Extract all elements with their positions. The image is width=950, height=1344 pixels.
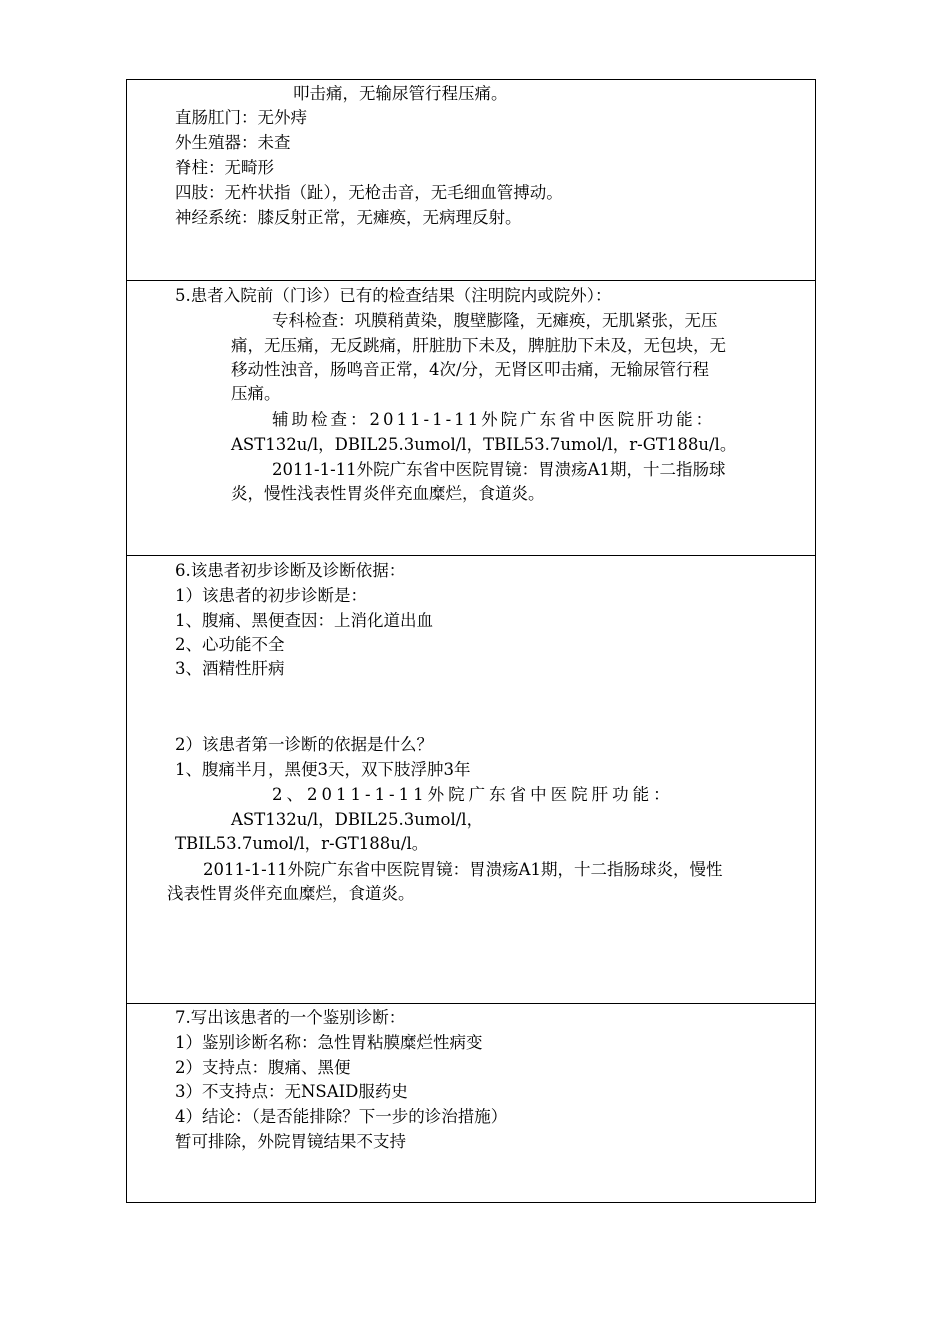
diagnosis-line: 1、腹痛半月，黑便3天，双下肢浮肿3年: [175, 760, 471, 779]
result-line: AST132u/l，DBIL25.3umol/l，TBIL53.7umol/l，r-GT188u/l。: [231, 435, 737, 454]
result-line: 炎，慢性浅表性胃炎伴充血糜烂，食道炎。: [231, 484, 545, 503]
exam-line: 四肢：无杵状指（趾），无枪击音，无毛细血管搏动。: [175, 183, 563, 202]
diagnosis-line: 2011-1-11外院广东省中医院胃镜：胃溃疡A1期，十二指肠球炎，慢性: [203, 860, 723, 879]
diagnosis-line: 2）该患者第一诊断的依据是什么？: [175, 735, 433, 754]
diagnosis-line: 浅表性胃炎伴充血糜烂，食道炎。: [167, 884, 415, 903]
diagnosis-line: 1）该患者的初步诊断是：: [175, 586, 367, 605]
exam-line: 直肠肛门：无外痔: [175, 108, 307, 127]
exam-line: 外生殖器：未查: [175, 133, 291, 152]
result-line: 专科检查：巩膜稍黄染，腹壁膨隆，无瘫痪，无肌紧张，无压: [272, 311, 718, 330]
differential-line: 2）支持点：腹痛、黑便: [175, 1058, 351, 1077]
diagnosis-line: 1、腹痛、黑便查因：上消化道出血: [175, 611, 433, 630]
differential-line: 暂可排除，外院胃镜结果不支持: [175, 1132, 406, 1151]
diagnosis-cell: [127, 556, 815, 1004]
exam-line: 神经系统：膝反射正常，无瘫痪，无病理反射。: [175, 208, 522, 227]
result-line: 痛，无压痛，无反跳痛，肝脏肋下未及，脾脏肋下未及，无包块，无: [231, 336, 726, 355]
result-line: 压痛。: [231, 384, 281, 403]
physical-exam-cell: [127, 80, 815, 281]
differential-line: 4）结论：（是否能排除？下一步的诊治措施）: [175, 1107, 508, 1126]
diagnosis-line: 2、2011-1-11外院广东省中医院肝功能：: [272, 785, 674, 804]
differential-line: 1）鉴别诊断名称：急性胃粘膜糜烂性病变: [175, 1033, 483, 1052]
section-heading: 7.写出该患者的一个鉴别诊断：: [175, 1008, 406, 1027]
differential-diagnosis-cell: [127, 1004, 815, 1202]
result-line: 辅助检查：2011-1-11外院广东省中医院肝功能：: [272, 410, 716, 429]
diagnosis-line: TBIL53.7umol/l，r-GT188u/l。: [175, 834, 429, 853]
section-heading: 6.该患者初步诊断及诊断依据：: [175, 561, 406, 580]
exam-line: 叩击痛，无输尿管行程压痛。: [293, 84, 508, 103]
diagnosis-line: AST132u/l，DBIL25.3umol/l，: [231, 810, 484, 829]
prior-results-cell: [127, 281, 815, 556]
medical-record-table: [126, 79, 816, 1203]
result-line: 2011-1-11外院广东省中医院胃镜：胃溃疡A1期，十二指肠球: [272, 460, 726, 479]
exam-line: 脊柱：无畸形: [175, 158, 274, 177]
result-line: 移动性浊音，肠鸣音正常，4次/分，无肾区叩击痛，无输尿管行程: [231, 360, 710, 379]
section-heading: 5.患者入院前（门诊）已有的检查结果（注明院内或院外）：: [175, 286, 612, 305]
diagnosis-line: 3、酒精性肝病: [175, 659, 285, 678]
diagnosis-line: 2、心功能不全: [175, 635, 285, 654]
differential-line: 3）不支持点：无NSAID服药史: [175, 1082, 408, 1101]
